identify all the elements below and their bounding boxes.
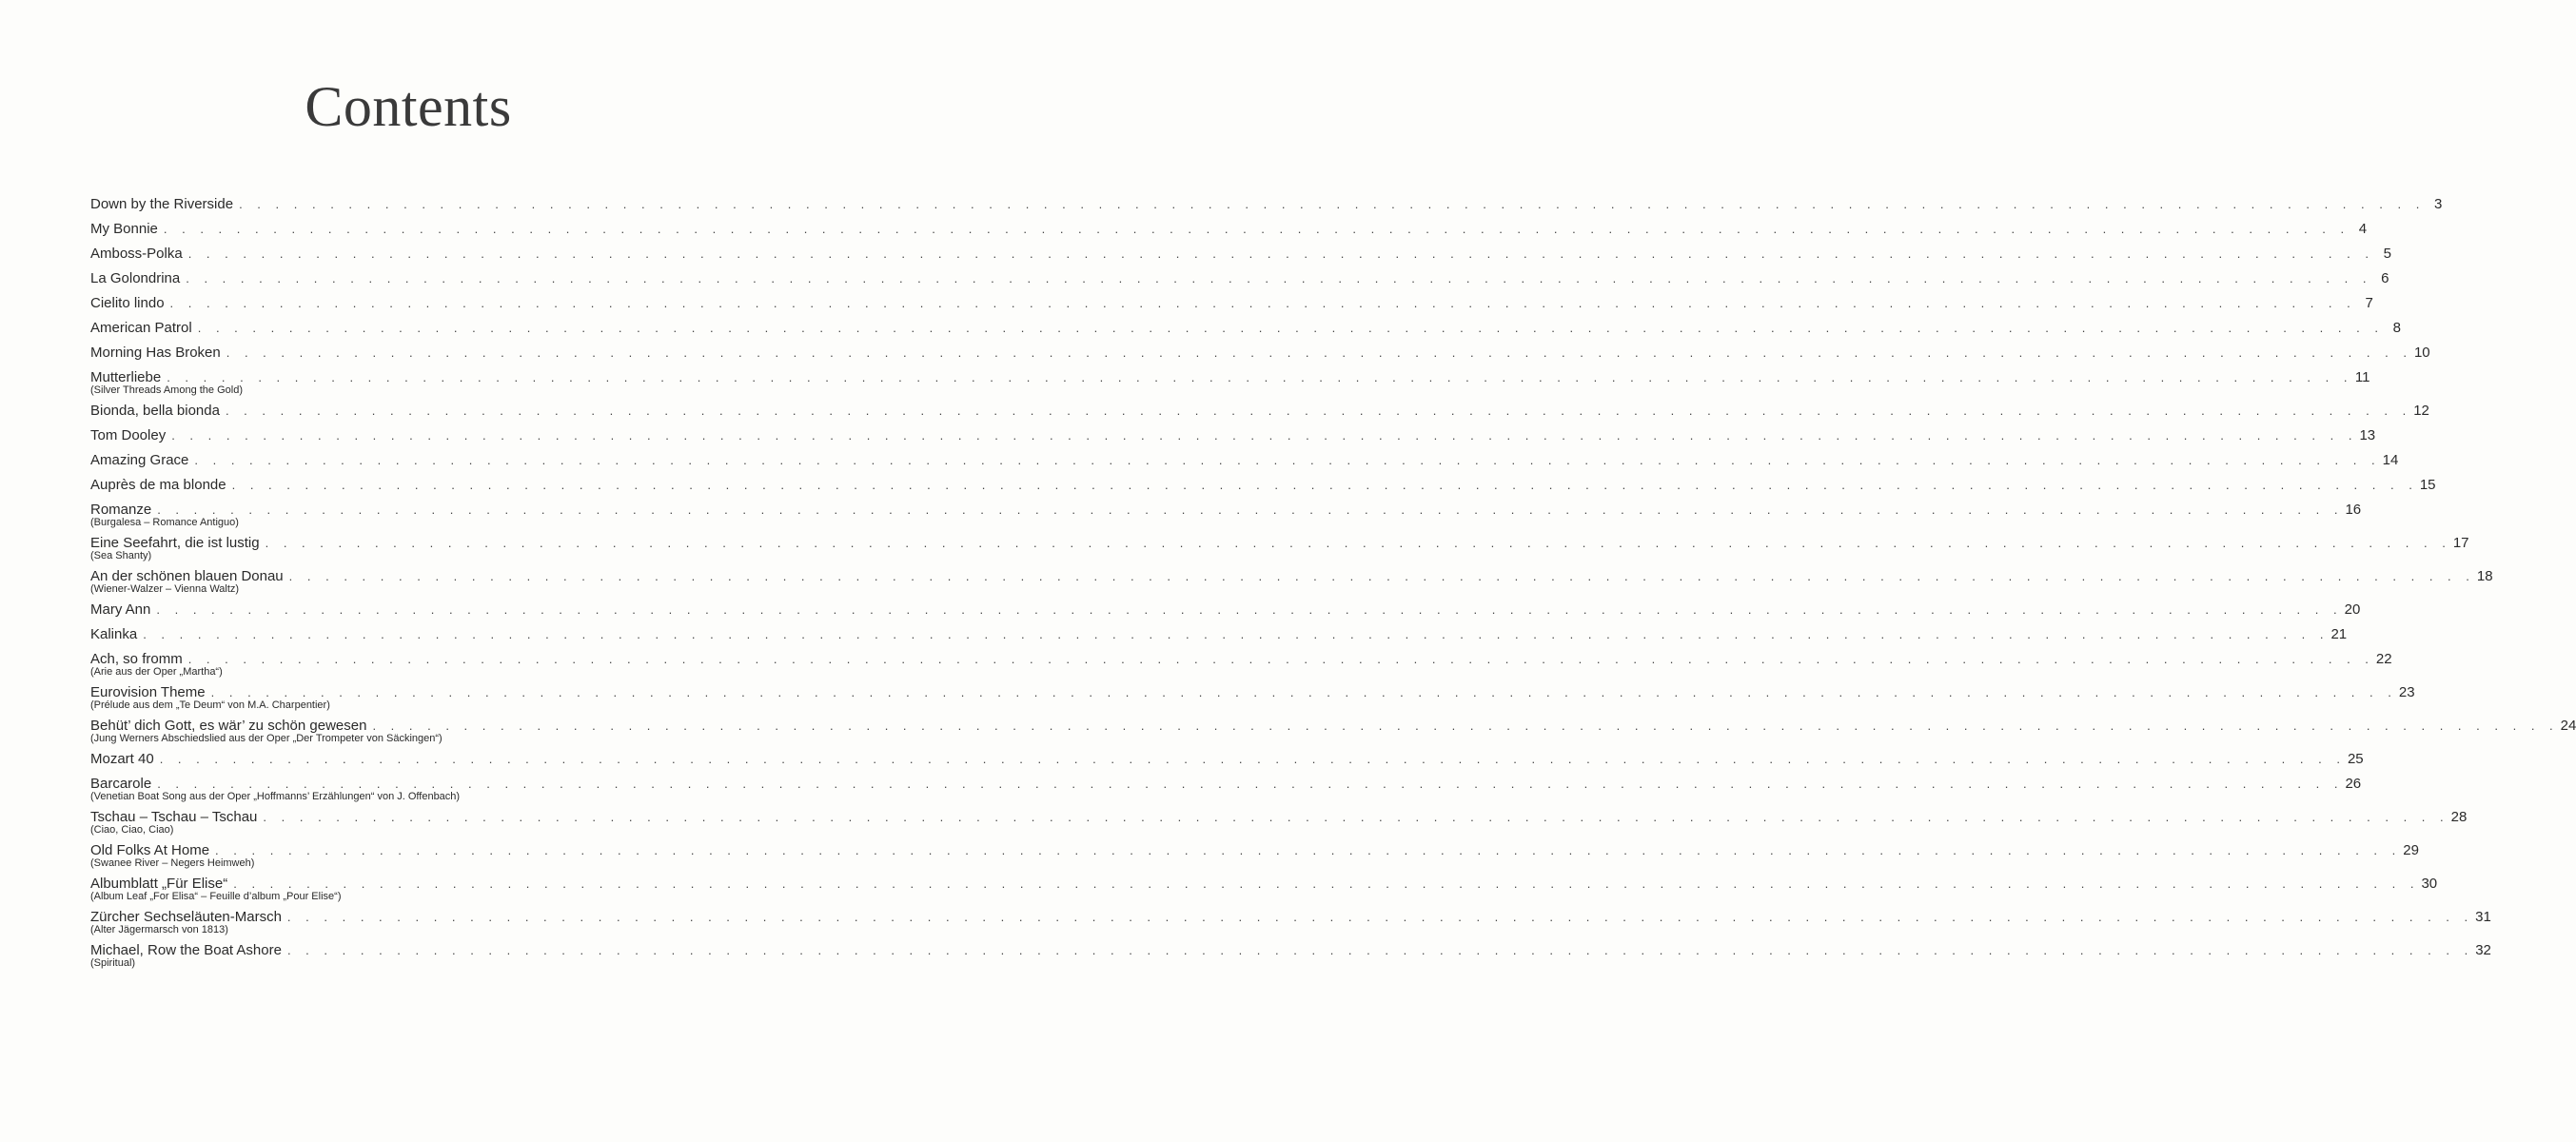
toc-entry: [90, 450, 2399, 475]
toc-entry: [90, 500, 2362, 528]
dot-leader: . . . . . . . . . . . . . . . . . . . . . . . . . . . . . . . . . . . . . . . . . . . . . . . . . . . . . . . . . . . . . . . . . . . . . . . . . . . . . . . . . . . . . . . . . . . . . . . . . . . . . . . . . . . . . . . . . . . . . . . .: [286, 943, 2474, 957]
toc-entry: [90, 194, 2443, 219]
toc-entry-title: Albumblatt „Für Elise“: [90, 876, 228, 892]
toc-entry-page: 8: [2392, 320, 2401, 336]
toc-entry-page: 17: [2452, 535, 2469, 551]
toc-entry-page: 11: [2354, 369, 2370, 385]
toc-entry-subtitle: (Wiener-Walzer – Vienna Waltz): [90, 583, 240, 595]
toc-entry-page: 12: [2413, 403, 2429, 419]
toc-entry-title: Romanze: [90, 502, 152, 518]
toc-entry-title: Down by the Riverside: [90, 196, 234, 212]
dot-leader: . . . . . . . . . . . . . . . . . . . . . . . . . . . . . . . . . . . . . . . . . . . . . . . . . . . . . . . . . . . . . . . . . . . . . . . . . . . . . . . . . . . . . . . . . . . . . . . . . . . . . . . . . . . . . . . . . . . . . . . .: [194, 453, 2381, 467]
toc-entry: [90, 682, 2415, 711]
dot-leader: . . . . . . . . . . . . . . . . . . . . . . . . . . . . . . . . . . . . . . . . . . . . . . . . . . . . . . . . . . . . . . . . . . . . . . . . . . . . . . . . . . . . . . . . . . . . . . . . . . . . . . . . . . . . . . . . . . . . . . . .: [157, 502, 2344, 517]
dot-leader: . . . . . . . . . . . . . . . . . . . . . . . . . . . . . . . . . . . . . . . . . . . . . . . . . . . . . . . . . . . . . . . . . . . . . . . . . . . . . . . . . . . . . . . . . . . . . . . . . . . . . . . . . . . . . . . . . . . . . . . .: [233, 876, 2420, 891]
toc-entry: [90, 649, 2392, 678]
toc-entry: [90, 940, 2491, 969]
toc-entry-page: 23: [2398, 684, 2415, 700]
toc-entry-subtitle: (Burgalesa – Romance Antiguo): [90, 517, 239, 528]
toc-entry-title: Amboss-Polka: [90, 246, 183, 262]
toc-entry-subtitle: (Silver Threads Among the Gold): [90, 384, 243, 396]
toc-entry: [90, 343, 2430, 367]
dot-leader: . . . . . . . . . . . . . . . . . . . . . . . . . . . . . . . . . . . . . . . . . . . . . . . . . . . . . . . . . . . . . . . . . . . . . . . . . . . . . . . . . . . . . . . . . . . . . . . . . . . . . . . . . . . . . . . . . . . . . . . .: [169, 296, 2356, 310]
toc-entry: [90, 774, 2362, 802]
toc-entry-title: An der schönen blauen Donau: [90, 568, 284, 584]
toc-entry: [90, 268, 2389, 293]
toc-entry: [90, 533, 2469, 561]
toc-entry-page: 4: [2358, 221, 2368, 237]
dot-leader: . . . . . . . . . . . . . . . . . . . . . . . . . . . . . . . . . . . . . . . . . . . . . . . . . . . . . . . . . . . . . . . . . . . . . . . . . . . . . . . . . . . . . . . . . . . . . . . . . . . . . . . . . . . . . . . . . . . . . . . .: [157, 777, 2344, 791]
toc-entry-title: American Patrol: [90, 320, 192, 336]
toc-entry: [90, 244, 2391, 268]
toc-entry-page: 28: [2450, 809, 2468, 825]
toc-entry-page: 32: [2475, 942, 2491, 958]
toc-entry-title: Mozart 40: [90, 751, 154, 767]
dot-leader: . . . . . . . . . . . . . . . . . . . . . . . . . . . . . . . . . . . . . . . . . . . . . . . . . . . . . . . . . . . . . . . . . . . . . . . . . . . . . . . . . . . . . . . . . . . . . . . . . . . . . . . . . . . . . . . . . . . . . . . .: [171, 428, 2358, 443]
toc-entry-page: 15: [2419, 477, 2436, 493]
toc-entry: [90, 318, 2401, 343]
toc-entry-title: La Golondrina: [90, 270, 181, 286]
toc-entry-subtitle: (Alter Jägermarsch von 1813): [90, 924, 228, 935]
toc-entry-subtitle: (Prélude aus dem „Te Deum“ von M.A. Charpentier): [90, 699, 330, 711]
toc-entry-page: 31: [2475, 909, 2491, 925]
dot-leader: . . . . . . . . . . . . . . . . . . . . . . . . . . . . . . . . . . . . . . . . . . . . . . . . . . . . . . . . . . . . . . . . . . . . . . . . . . . . . . . . . . . . . . . . . . . . . . . . . . . . . . . . . . . . . . . . . . . . . . . .: [226, 345, 2412, 360]
toc-entry-subtitle: (Sea Shanty): [90, 550, 152, 561]
dot-leader: . . . . . . . . . . . . . . . . . . . . . . . . . . . . . . . . . . . . . . . . . . . . . . . . . . . . . . . . . . . . . . . . . . . . . . . . . . . . . . . . . . . . . . . . . . . . . . . . . . . . . . . . . . . . . . . . . . . . . . . .: [286, 910, 2474, 924]
toc-entry-title: Tschau – Tschau – Tschau: [90, 809, 258, 825]
toc-entry-title: Bionda, bella bionda: [90, 403, 220, 419]
toc-entry-page: 7: [2365, 295, 2373, 311]
dot-leader: . . . . . . . . . . . . . . . . . . . . . . . . . . . . . . . . . . . . . . . . . . . . . . . . . . . . . . . . . . . . . . . . . . . . . . . . . . . . . . . . . . . . . . . . . . . . . . . . . . . . . . . . . . . . . . . . . . . . . . . .: [186, 271, 2372, 286]
dot-leader: . . . . . . . . . . . . . . . . . . . . . . . . . . . . . . . . . . . . . . . . . . . . . . . . . . . . . . . . . . . . . . . . . . . . . . . . . . . . . . . . . . . . . . . . . . . . . . . . . . . . . . . . . . . . . . . . . . . . . . . .: [215, 843, 2402, 857]
dot-leader: . . . . . . . . . . . . . . . . . . . . . . . . . . . . . . . . . . . . . . . . . . . . . . . . . . . . . . . . . . . . . . . . . . . . . . . . . . . . . . . . . . . . . . . . . . . . . . . . . . . . . . . . . . . . . . . . . . . . . . . .: [159, 752, 2346, 766]
dot-leader: . . . . . . . . . . . . . . . . . . . . . . . . . . . . . . . . . . . . . . . . . . . . . . . . . . . . . . . . . . . . . . . . . . . . . . . . . . . . . . . . . . . . . . . . . . . . . . . . . . . . . . . . . . . . . . . . . . . . . . . .: [187, 246, 2374, 261]
toc-entry: [90, 907, 2491, 935]
dot-leader: . . . . . . . . . . . . . . . . . . . . . . . . . . . . . . . . . . . . . . . . . . . . . . . . . . . . . . . . . . . . . . . . . . . . . . . . . . . . . . . . . . . . . . . . . . . . . . . . . . . . . . . . . . . . . . . . . . . . . . . .: [167, 370, 2353, 384]
toc-entry-page: 24: [2560, 718, 2576, 734]
toc-entry: [90, 716, 2576, 744]
toc-entry: [90, 475, 2436, 500]
toc-entry: [90, 367, 2370, 396]
toc-entry-title: Mary Ann: [90, 601, 151, 618]
toc-entry: [90, 219, 2368, 244]
toc-entry-title: Eine Seefahrt, die ist lustig: [90, 535, 260, 551]
toc-entry-page: 21: [2330, 626, 2348, 642]
toc-entry-page: 5: [2383, 246, 2391, 262]
toc-entry-subtitle: (Album Leaf „For Elisa“ – Feuille d’album „Pour Elise“): [90, 891, 342, 902]
toc-entry: [90, 749, 2364, 774]
toc-entry-subtitle: (Venetian Boat Song aus der Oper „Hoffmanns’ Erzählungen“ von J. Offenbach): [90, 791, 461, 802]
toc-list: [90, 194, 2576, 974]
toc-entry-subtitle: (Swanee River – Negers Heimweh): [90, 857, 255, 869]
toc-entry: [90, 874, 2438, 902]
dot-leader: . . . . . . . . . . . . . . . . . . . . . . . . . . . . . . . . . . . . . . . . . . . . . . . . . . . . . . . . . . . . . . . . . . . . . . . . . . . . . . . . . . . . . . . . . . . . . . . . . . . . . . . . . . . . . . . . . . . . . . . .: [156, 602, 2343, 617]
toc-entry-subtitle: (Ciao, Ciao, Ciao): [90, 824, 174, 836]
dot-leader: . . . . . . . . . . . . . . . . . . . . . . . . . . . . . . . . . . . . . . . . . . . . . . . . . . . . . . . . . . . . . . . . . . . . . . . . . . . . . . . . . . . . . . . . . . . . . . . . . . . . . . . . . . . . . . . . . . . . . . . .: [210, 685, 2397, 699]
toc-entry: [90, 840, 2419, 869]
dot-leader: . . . . . . . . . . . . . . . . . . . . . . . . . . . . . . . . . . . . . . . . . . . . . . . . . . . . . . . . . . . . . . . . . . . . . . . . . . . . . . . . . . . . . . . . . . . . . . . . . . . . . . . . . . . . . . . . . . . . . . . .: [265, 536, 2451, 550]
toc-entry-title: Mutterliebe: [90, 369, 162, 385]
toc-entry: [90, 425, 2376, 450]
toc-entry-title: My Bonnie: [90, 221, 158, 237]
toc-entry-page: 29: [2403, 842, 2419, 858]
toc-entry-subtitle: (Arie aus der Oper „Martha“): [90, 666, 223, 678]
toc-entry-title: Barcarole: [90, 776, 152, 792]
toc-entry-title: Ach, so fromm: [90, 651, 183, 667]
toc-entry-page: 26: [2345, 776, 2362, 792]
dot-leader: . . . . . . . . . . . . . . . . . . . . . . . . . . . . . . . . . . . . . . . . . . . . . . . . . . . . . . . . . . . . . . . . . . . . . . . . . . . . . . . . . . . . . . . . . . . . . . . . . . . . . . . . . . . . . . . . . . . . . . . .: [187, 652, 2374, 666]
toc-entry: [90, 807, 2468, 836]
dot-leader: . . . . . . . . . . . . . . . . . . . . . . . . . . . . . . . . . . . . . . . . . . . . . . . . . . . . . . . . . . . . . . . . . . . . . . . . . . . . . . . . . . . . . . . . . . . . . . . . . . . . . . . . . . . . . . . . . . . . . . . .: [231, 478, 2418, 492]
toc-entry-page: 6: [2381, 270, 2389, 286]
toc-entry-title: Kalinka: [90, 626, 138, 642]
toc-entry-page: 3: [2433, 196, 2443, 212]
toc-entry-page: 13: [2359, 427, 2376, 443]
toc-entry: [90, 624, 2348, 649]
dot-leader: . . . . . . . . . . . . . . . . . . . . . . . . . . . . . . . . . . . . . . . . . . . . . . . . . . . . . . . . . . . . . . . . . . . . . . . . . . . . . . . . . . . . . . . . . . . . . . . . . . . . . . . . . . . . . . . . . . . . . . . .: [143, 627, 2330, 641]
toc-entry-title: Eurovision Theme: [90, 684, 206, 700]
dot-leader: . . . . . . . . . . . . . . . . . . . . . . . . . . . . . . . . . . . . . . . . . . . . . . . . . . . . . . . . . . . . . . . . . . . . . . . . . . . . . . . . . . . . . . . . . . . . . . . . . . . . . . . . . . . . . . . . . . . . . . . .: [239, 197, 2426, 211]
dot-leader: . . . . . . . . . . . . . . . . . . . . . . . . . . . . . . . . . . . . . . . . . . . . . . . . . . . . . . . . . . . . . . . . . . . . . . . . . . . . . . . . . . . . . . . . . . . . . . . . . . . . . . . . . . . . . . . . . . . . . . . .: [288, 569, 2475, 583]
toc-entry-title: Tom Dooley: [90, 427, 167, 443]
toc-entry-title: Zürcher Sechseläuten-Marsch: [90, 909, 282, 925]
toc-entry-page: 18: [2476, 568, 2493, 584]
dot-leader: . . . . . . . . . . . . . . . . . . . . . . . . . . . . . . . . . . . . . . . . . . . . . . . . . . . . . . . . . . . . . . . . . . . . . . . . . . . . . . . . . . . . . . . . . . . . . . . . . . . . . . . . . . . . . . . . . . . . . . . .: [263, 810, 2449, 824]
toc-entry-subtitle: (Jung Werners Abschiedslied aus der Oper „Der Trompeter von Säckingen“): [90, 733, 442, 744]
toc-entry: [90, 566, 2493, 595]
dot-leader: . . . . . . . . . . . . . . . . . . . . . . . . . . . . . . . . . . . . . . . . . . . . . . . . . . . . . . . . . . . . . . . . . . . . . . . . . . . . . . . . . . . . . . . . . . . . . . . . . . . . . . . . . . . . . . . . . . . . . . . .: [197, 321, 2384, 335]
toc-entry-title: Morning Has Broken: [90, 345, 221, 361]
toc-entry-subtitle: (Spiritual): [90, 957, 136, 969]
page-title: Contents: [305, 75, 512, 138]
toc-entry-title: Cielito lindo: [90, 295, 165, 311]
toc-entry-title: Michael, Row the Boat Ashore: [90, 942, 282, 958]
toc-entry-page: 16: [2345, 502, 2362, 518]
toc-entry-title: Auprès de ma blonde: [90, 477, 226, 493]
dot-leader: . . . . . . . . . . . . . . . . . . . . . . . . . . . . . . . . . . . . . . . . . . . . . . . . . . . . . . . . . . . . . . . . . . . . . . . . . . . . . . . . . . . . . . . . . . . . . . . . . . . . . . . . . . . . . . . . . . . . . . . .: [225, 404, 2412, 418]
toc-entry-page: 20: [2344, 601, 2361, 618]
toc-entry-page: 30: [2421, 876, 2438, 892]
toc-entry-page: 14: [2382, 452, 2399, 468]
toc-entry: [90, 401, 2429, 425]
dot-leader: . . . . . . . . . . . . . . . . . . . . . . . . . . . . . . . . . . . . . . . . . . . . . . . . . . . . . . . . . . . . . . . . . . . . . . . . . . . . . . . . . . . . . . . . . . . . . . . . . . . . . . . . . . . . . . . . . . . . . . . .: [163, 222, 2350, 236]
toc-entry-title: Behüt’ dich Gott, es wär’ zu schön gewesen: [90, 718, 367, 734]
toc-entry-title: Amazing Grace: [90, 452, 189, 468]
toc-entry-page: 25: [2347, 751, 2364, 767]
toc-entry: [90, 293, 2373, 318]
toc-entry-page: 22: [2375, 651, 2392, 667]
toc-entry-page: 10: [2413, 345, 2430, 361]
toc-entry: [90, 600, 2361, 624]
dot-leader: . . . . . . . . . . . . . . . . . . . . . . . . . . . . . . . . . . . . . . . . . . . . . . . . . . . . . . . . . . . . . . . . . . . . . . . . . . . . . . . . . . . . . . . . . . . . . . . . . . . . . . . . . . . . . . . . . . . . . . . .: [372, 719, 2559, 733]
toc-entry-title: Old Folks At Home: [90, 842, 210, 858]
